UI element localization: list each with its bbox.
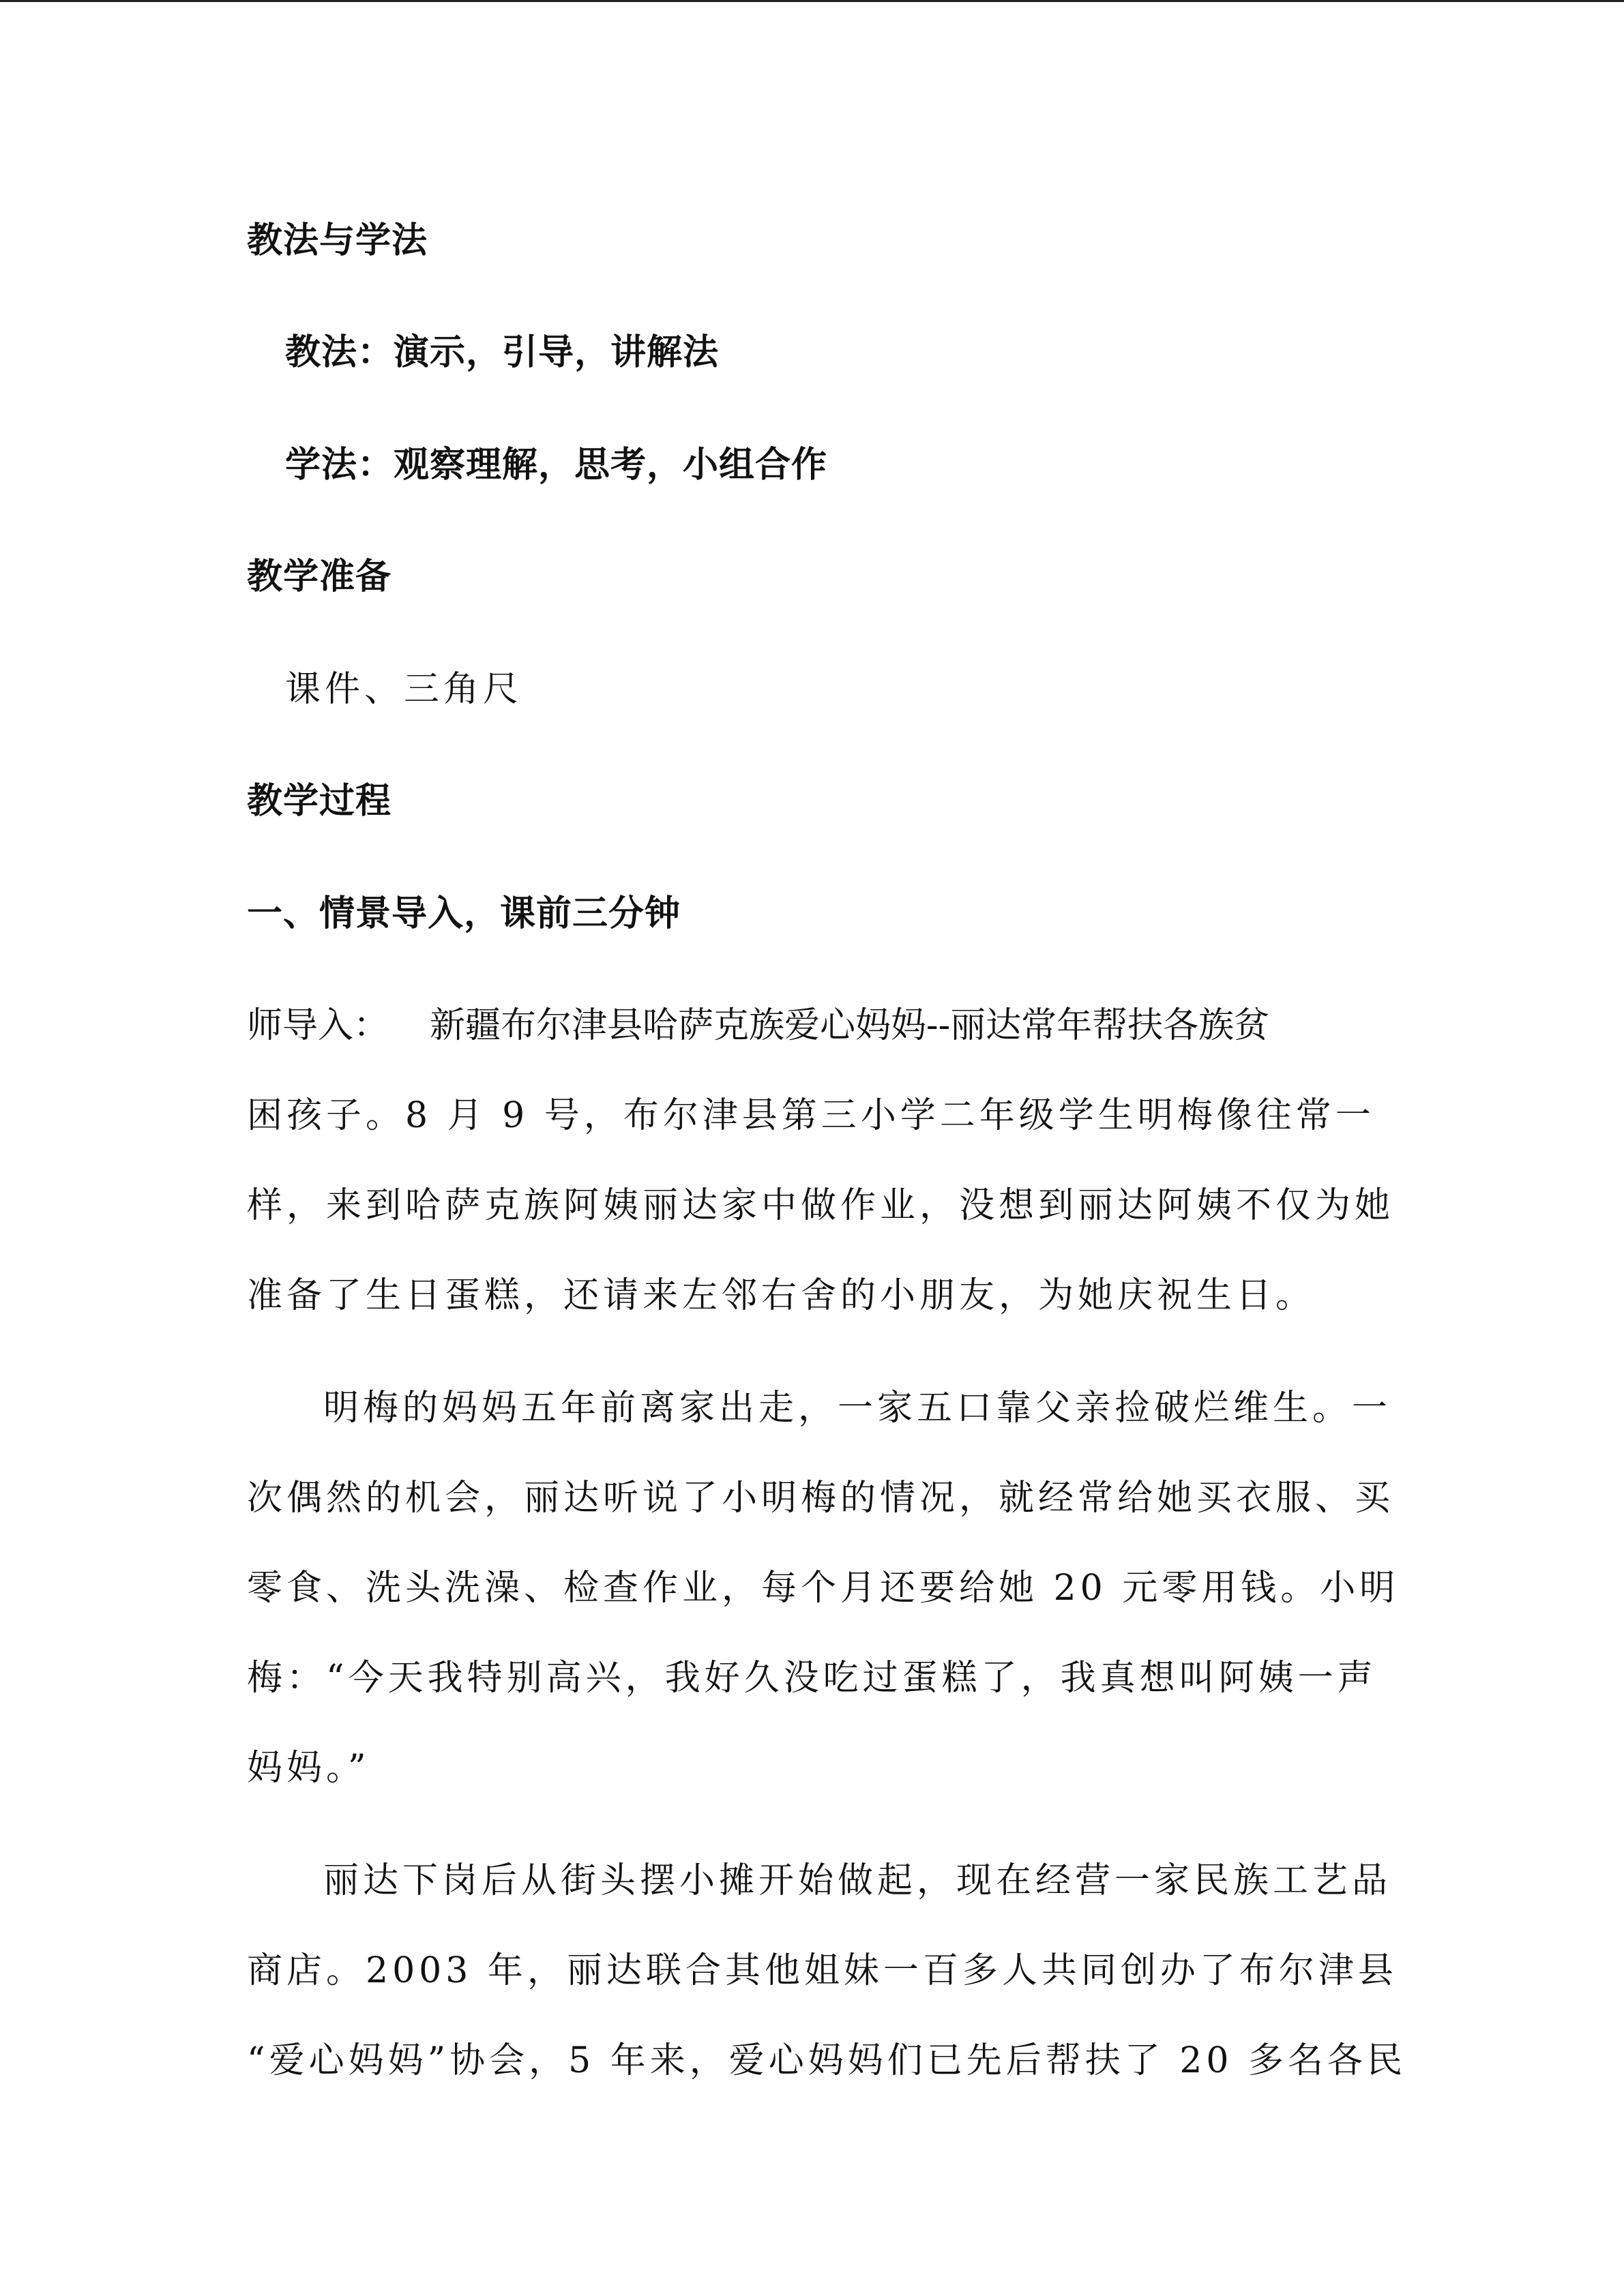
paragraph-1-line-2: 困孩子。8 月 9 号，布尔津县第三小学二年级学生明梅像往常一 <box>247 1095 1375 1136</box>
paragraph-1-line-1 <box>247 1001 1355 1050</box>
heading-section-1: 一、情景导入，课前三分钟 <box>247 893 681 934</box>
paragraph-3-line-2: 商店。2003 年，丽达联合其他姐妹一百多人共同创办了布尔津县 <box>247 1950 1398 1991</box>
page-top-border <box>0 0 1624 2</box>
paragraph-1-line-3: 样，来到哈萨克族阿姨丽达家中做作业，没想到丽达阿姨不仅为她 <box>247 1185 1395 1226</box>
paragraph-2-line-2: 次偶然的机会，丽达听说了小明梅的情况，就经常给她买衣服、买 <box>247 1478 1395 1519</box>
paragraph-1-line-4: 准备了生日蛋糕，还请来左邻右舍的小朋友，为她庆祝生日。 <box>247 1275 1316 1316</box>
paragraph-2-line-1: 明梅的妈妈五年前离家出走，一家五口靠父亲捡破烂维生。一 <box>323 1388 1392 1429</box>
learning-method: 学法：观察理解，思考，小组合作 <box>285 445 828 486</box>
paragraph-3-line-3: “爱心妈妈”协会，5 年来，爱心妈妈们已先后帮扶了 20 多名各民 <box>247 2040 1407 2081</box>
paragraph-3-line-1: 丽达下岗后从街头摆小摊开始做起，现在经营一家民族工艺品 <box>323 1860 1392 1901</box>
paragraph-2-line-3: 零食、洗头洗澡、检查作业，每个月还要给她 20 元零用钱。小明 <box>247 1568 1400 1609</box>
heading-methods: 教法与学法 <box>247 220 428 261</box>
paragraph-2-line-4: 梅：“今天我特别高兴，我好久没吃过蛋糕了，我真想叫阿姨一声 <box>247 1658 1377 1699</box>
intro-label: 师导入： <box>247 1005 389 1046</box>
paragraph-2-line-5: 妈妈。” <box>247 1748 370 1789</box>
heading-process: 教学过程 <box>247 781 392 822</box>
teaching-method: 教法：演示，引导，讲解法 <box>285 332 720 373</box>
heading-preparation: 教学准备 <box>247 556 392 597</box>
intro-text: 新疆布尔津县哈萨克族爱心妈妈--丽达常年帮扶各族贫 <box>430 1005 1270 1046</box>
preparation-items: 课件、三角尺 <box>285 669 523 710</box>
